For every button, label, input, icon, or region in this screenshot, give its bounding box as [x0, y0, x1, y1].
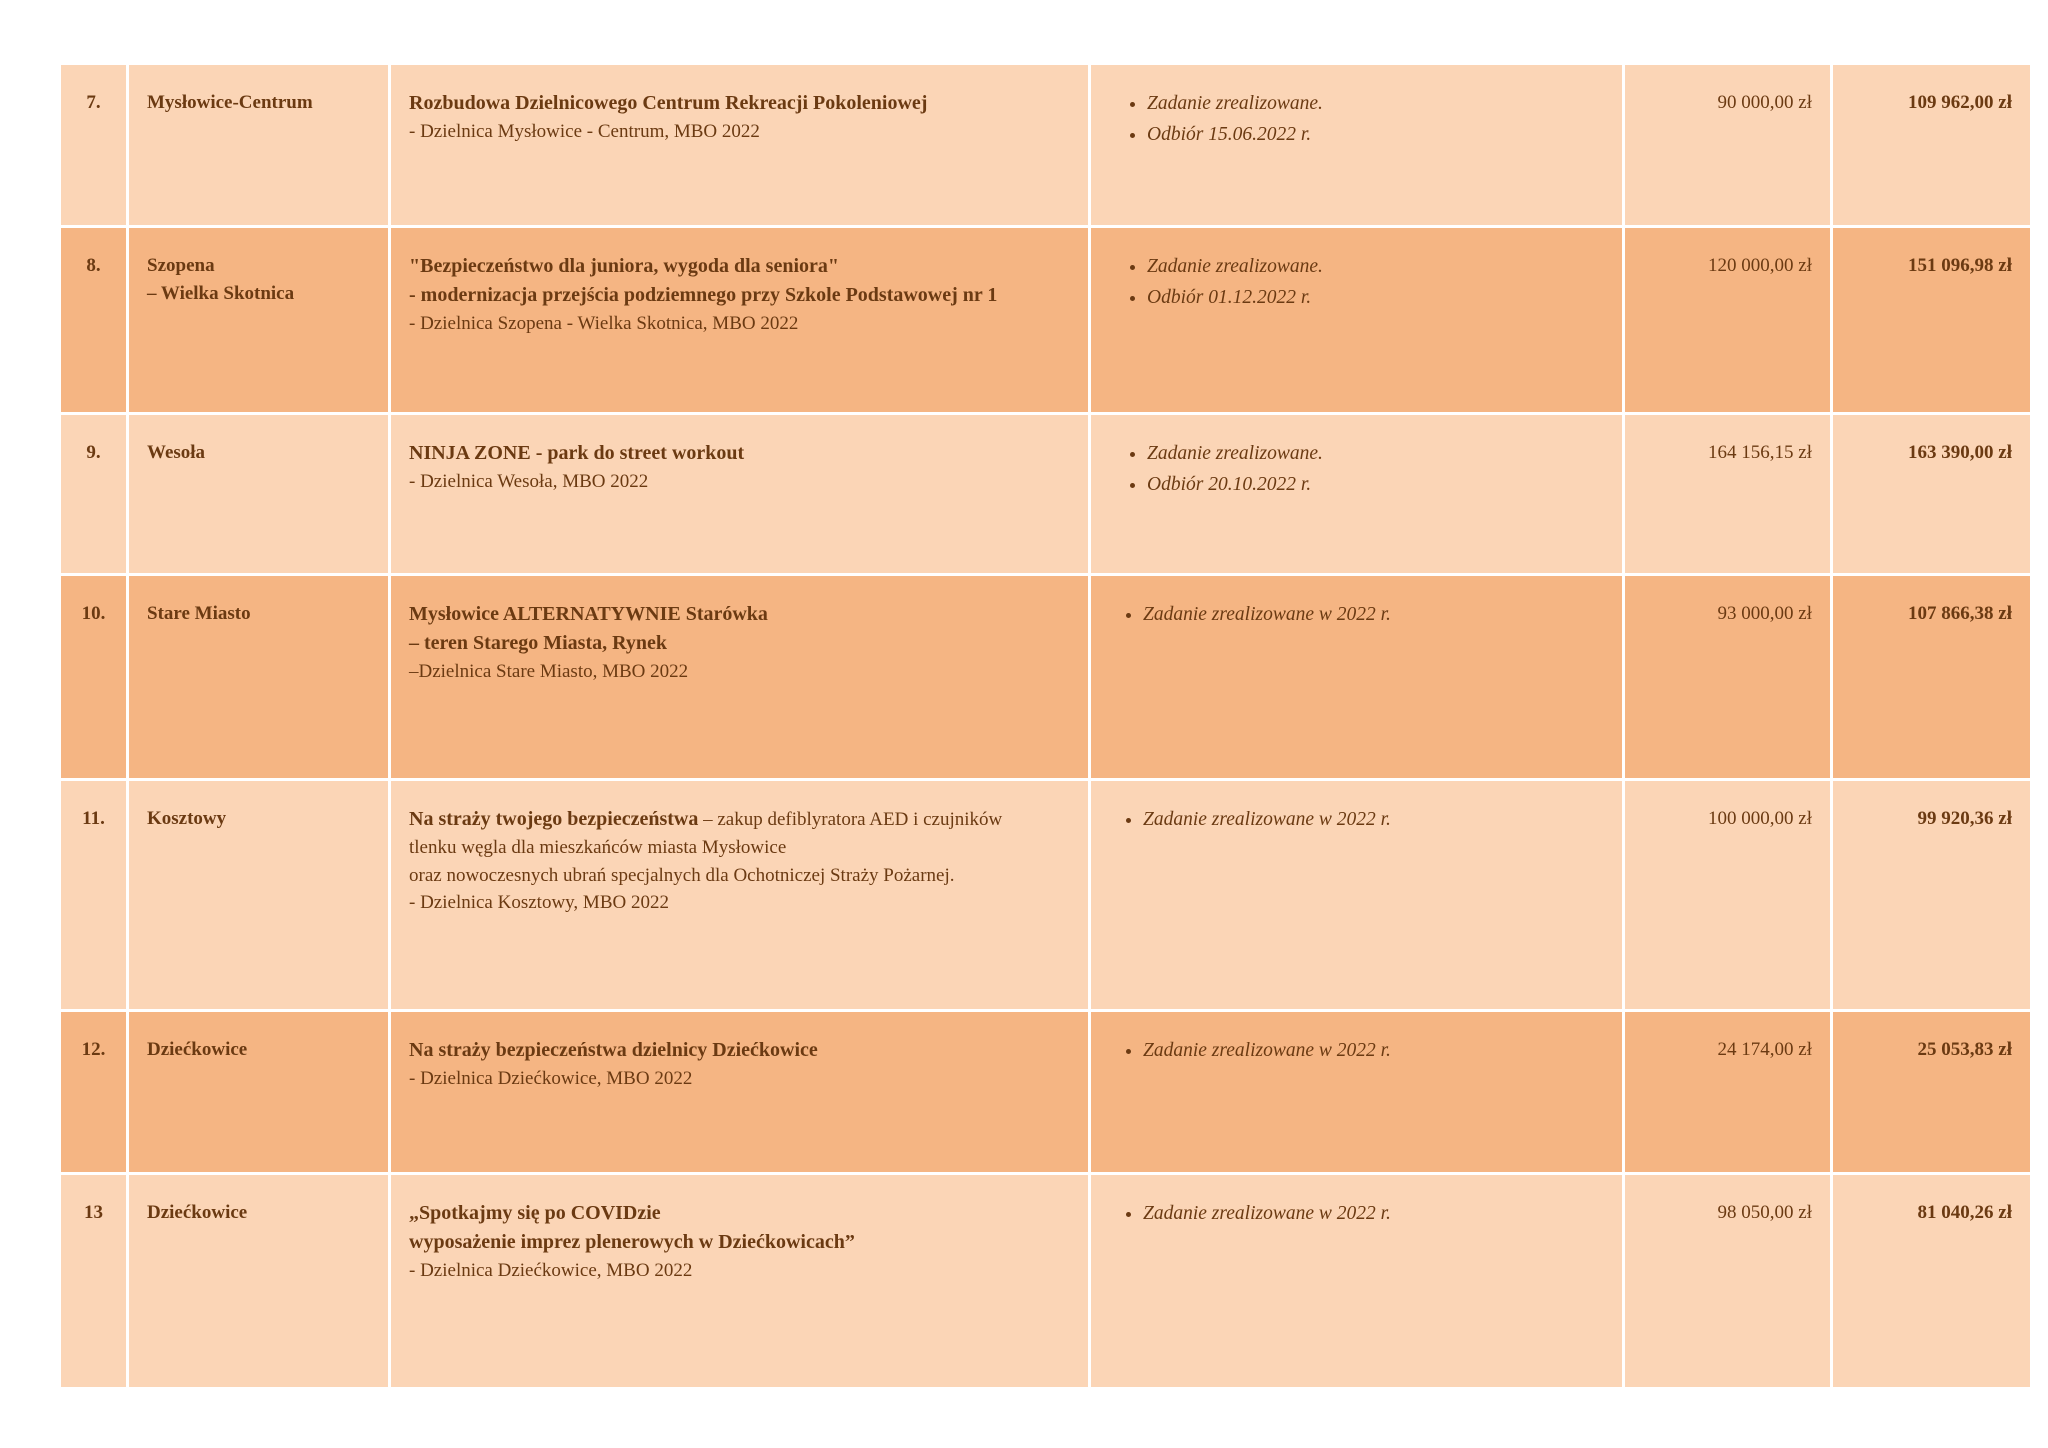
row-status: [1090, 414, 1624, 575]
status-item: • Odbiór 15.06.2022 r.: [1147, 120, 1604, 149]
task-title: Rozbudowa Dzielnicowego Centrum Rekreacji Pokoleniowej: [409, 92, 928, 114]
row-executed-amount: 109 962,00 zł: [1832, 64, 2032, 227]
row-number: 11.: [60, 780, 128, 1011]
row-status: [1090, 780, 1624, 1011]
row-planned-amount: 24 174,00 zł: [1624, 1011, 1832, 1174]
row-task: [390, 64, 1090, 227]
task-subtitle: –Dzielnica Stare Miasto, MBO 2022: [409, 661, 689, 682]
task-subtitle: - Dzielnica Dziećkowice, MBO 2022: [409, 1068, 693, 1089]
status-item: • Odbiór 01.12.2022 r.: [1147, 283, 1604, 312]
row-number: 10.: [60, 575, 128, 780]
row-planned-amount: 120 000,00 zł: [1624, 227, 1832, 414]
task-subtitle: - Dzielnica Wesoła, MBO 2022: [409, 471, 649, 492]
budget-tasks-table: [58, 62, 2033, 1390]
task-line-2: tlenku węgla dla mieszkańców miasta Mysłowice: [409, 837, 787, 858]
status-item: • Zadanie zrealizowane.: [1147, 89, 1604, 118]
row-district: Stare Miasto: [128, 575, 390, 780]
status-item: • Zadanie zrealizowane w 2022 r.: [1143, 1036, 1604, 1065]
row-status: [1090, 1174, 1624, 1389]
table-row: [60, 1174, 2032, 1389]
row-number: 12.: [60, 1011, 128, 1174]
row-status: [1090, 575, 1624, 780]
status-item: • Zadanie zrealizowane w 2022 r.: [1143, 805, 1604, 834]
status-item: • Zadanie zrealizowane w 2022 r.: [1143, 1199, 1604, 1228]
task-subtitle: - Dzielnica Mysłowice - Centrum, MBO 2022: [409, 121, 760, 142]
table-row: [60, 414, 2032, 575]
row-district: Dziećkowice: [128, 1011, 390, 1174]
task-title: Na straży twojego bezpieczeństwa: [409, 808, 699, 830]
row-district: Wesoła: [128, 414, 390, 575]
task-title: Mysłowice ALTERNATYWNIE Starówka: [409, 603, 768, 625]
row-number: 7.: [60, 64, 128, 227]
task-title-2: wyposażenie imprez plenerowych w Dziećkowicach”: [409, 1231, 855, 1253]
table-row: [60, 1011, 2032, 1174]
row-planned-amount: 93 000,00 zł: [1624, 575, 1832, 780]
district-line-2: – Wielka Skotnica: [147, 282, 295, 304]
row-district: Dziećkowice: [128, 1174, 390, 1389]
task-title: Na straży bezpieczeństwa dzielnicy Dziećkowice: [409, 1039, 818, 1061]
row-task: [390, 575, 1090, 780]
task-title-2: - modernizacja przejścia podziemnego przy Szkole Podstawowej nr 1: [409, 284, 998, 306]
row-executed-amount: 107 866,38 zł: [1832, 575, 2032, 780]
task-subtitle: - Dzielnica Szopena - Wielka Skotnica, MBO 2022: [409, 313, 799, 334]
task-title: NINJA ZONE - park do street workout: [409, 442, 745, 464]
table-row: [60, 227, 2032, 414]
row-number: 8.: [60, 227, 128, 414]
row-district: Mysłowice-Centrum: [128, 64, 390, 227]
row-district: Kosztowy: [128, 780, 390, 1011]
row-number: 13: [60, 1174, 128, 1389]
row-executed-amount: 25 053,83 zł: [1832, 1011, 2032, 1174]
row-task: [390, 227, 1090, 414]
row-task: [390, 1011, 1090, 1174]
status-item: • Zadanie zrealizowane w 2022 r.: [1143, 600, 1604, 629]
row-executed-amount: 81 040,26 zł: [1832, 1174, 2032, 1389]
row-status: [1090, 1011, 1624, 1174]
table-row: [60, 780, 2032, 1011]
task-title: „Spotkajmy się po COVIDzie: [409, 1202, 661, 1224]
row-executed-amount: 99 920,36 zł: [1832, 780, 2032, 1011]
row-number: 9.: [60, 414, 128, 575]
row-district: [128, 227, 390, 414]
row-task: [390, 1174, 1090, 1389]
task-subtitle: - Dzielnica Dziećkowice, MBO 2022: [409, 1260, 693, 1281]
row-status: [1090, 227, 1624, 414]
task-subtitle: - Dzielnica Kosztowy, MBO 2022: [409, 892, 669, 914]
task-line-3: oraz nowoczesnych ubrań specjalnych dla Ochotniczej Straży Pożarnej.: [409, 864, 955, 886]
row-task: [390, 414, 1090, 575]
row-executed-amount: 151 096,98 zł: [1832, 227, 2032, 414]
status-item: • Zadanie zrealizowane.: [1147, 252, 1604, 281]
task-title-2: – teren Starego Miasta, Rynek: [409, 632, 667, 654]
table-row: [60, 575, 2032, 780]
table-row: [60, 64, 2032, 227]
status-item: • Zadanie zrealizowane.: [1147, 439, 1604, 468]
district-line-1: Szopena: [147, 255, 215, 276]
row-status: [1090, 64, 1624, 227]
row-planned-amount: 98 050,00 zł: [1624, 1174, 1832, 1389]
task-title: "Bezpieczeństwo dla juniora, wygoda dla seniora": [409, 255, 839, 277]
row-planned-amount: 100 000,00 zł: [1624, 780, 1832, 1011]
status-item: • Odbiór 20.10.2022 r.: [1147, 470, 1604, 499]
task-title-tail: – zakup defiblyratora AED i czujników: [698, 809, 1003, 830]
row-planned-amount: 90 000,00 zł: [1624, 64, 1832, 227]
row-task: [390, 780, 1090, 1011]
row-executed-amount: 163 390,00 zł: [1832, 414, 2032, 575]
row-planned-amount: 164 156,15 zł: [1624, 414, 1832, 575]
